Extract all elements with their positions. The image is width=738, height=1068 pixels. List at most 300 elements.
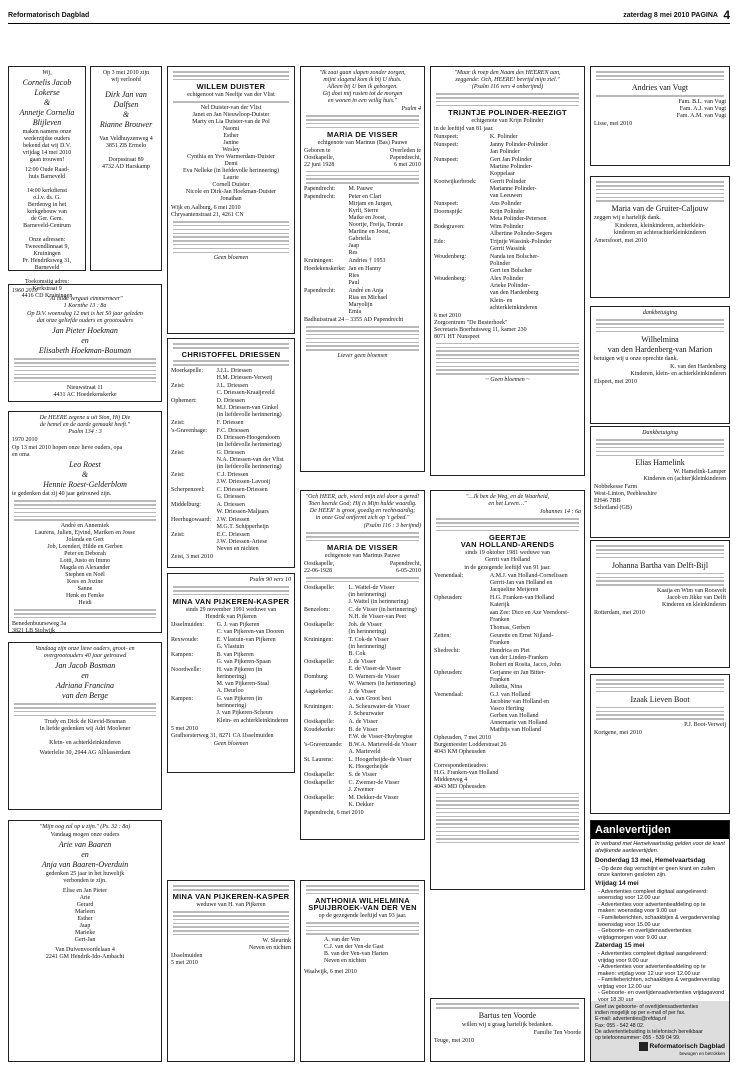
- family-row: [304, 622, 421, 636]
- ad-line: echtgenote van Marinus (Bas) Pauwe: [317, 139, 408, 146]
- deceased-name: Maria van de Gruiter-Caljouw: [611, 204, 709, 214]
- ad-line: echtgenote van Krijn Polinder: [471, 117, 544, 124]
- thanks-van-delft: [590, 540, 730, 668]
- family-place: Nunspeet:: [434, 156, 459, 163]
- deceased-name: WILLEM DUISTER: [196, 81, 266, 91]
- ad-date: Rotterdam, mei 2010: [594, 610, 645, 617]
- family-names: H. van Pijkeren (in herinnering) M. van Pijkeren-Staal A. Deurloo: [216, 666, 270, 694]
- deceased-name: Izaak Lieven Boot: [630, 694, 690, 704]
- family-names: Hendrica en Piet van der Linden-Franken Robert en Rosita, Jacco, John: [489, 647, 561, 668]
- family-names: K. Polinder: [489, 133, 518, 140]
- ad-text-filler: [434, 93, 581, 106]
- family-row: [171, 502, 291, 516]
- family-row: [304, 659, 421, 673]
- family-place: 's-Gravenzande:: [304, 741, 343, 748]
- family-row: [434, 179, 581, 200]
- family-names: C. Zwemer-de Visser J. Zwemer: [348, 779, 400, 793]
- family-row: [171, 383, 291, 397]
- obituary-van-holland: [430, 490, 585, 890]
- ad-address: 6 mei 2010 Zorgcentrum "De Busterhoek" Secretaris Boerhuisweg 11, kamer 230 8071 HT Nunspeet: [434, 312, 527, 340]
- ad-address: 5 mei 2010 Grafhorsterweg 31, 8271 CA IJsselmuiden: [171, 725, 274, 739]
- ad-text-filler: [594, 71, 726, 80]
- family-list: Kinderen, kleinkinderen, achterklein- kinderen en achterachterkleinkinderen: [614, 223, 706, 237]
- deceased-name: MARIA DE VISSER: [327, 129, 398, 139]
- ad-sign: Geen bloemen: [213, 255, 249, 262]
- family-row: [171, 667, 291, 695]
- family-place: Oostkapelle:: [304, 771, 335, 778]
- family-names: Janny Polinder-Polinder Jan Polinder: [489, 141, 548, 155]
- family-place: Oostkapelle:: [304, 794, 335, 801]
- family-names: M. Pauwe: [348, 186, 373, 193]
- ad-line: op de gezegende leeftijd van 93 jaar.: [318, 912, 407, 919]
- ad-sign: ~ Geen bloemen ~: [485, 376, 530, 383]
- ad-date: Zeist, 3 mei 2010: [171, 553, 213, 560]
- ad-text-filler: [594, 707, 726, 720]
- couple-names: Leo Roest & Hennie Roest-Gelderblom: [43, 460, 127, 489]
- newspaper-logo: [639, 1042, 726, 1057]
- family-names: André en Anja Rias en Michael Maryolijn Emia: [348, 288, 388, 316]
- ad-text-filler: [12, 500, 158, 520]
- family-row: [434, 595, 581, 609]
- family-place: Papendrecht:: [304, 194, 336, 201]
- family-row: [434, 201, 581, 208]
- ad-line: sinds 19 oktober 1981 weduwe van Gerrit van Holland: [465, 549, 550, 563]
- logo-mark-icon: [639, 1042, 648, 1051]
- anniversary-ad-hoekman: [8, 284, 162, 402]
- couple-names: Jan Pieter Hoekman en Elisabeth Hoekman-Bouman: [38, 326, 132, 355]
- family-names: B.W.A. Marteveld-de Visser A. Marteveld: [348, 741, 417, 755]
- family-row: [171, 428, 291, 449]
- family-row: [304, 727, 421, 741]
- family-list: K. van den Hardenberg Kinderen, klein- en achterkleinkinderen: [630, 363, 726, 377]
- family-row: [434, 209, 581, 223]
- family-place: Heerhugowaard:: [171, 516, 211, 523]
- family-names: J.J.L. Driessen H.M. Driessen-Verweij: [216, 367, 273, 381]
- page-header: [8, 10, 730, 22]
- ad-text-filler: [594, 181, 726, 201]
- family-names: A. Scheurwater-de Visser J. Scheurwater: [348, 703, 410, 717]
- logo-text: Reformatorisch Dagblad: [649, 1043, 725, 1051]
- ad-text-filler: [434, 518, 581, 531]
- family-names: Klein- en achterkleinkinderen: [489, 297, 538, 311]
- family-place: [171, 718, 217, 725]
- family-row: [434, 134, 581, 141]
- ad-line: Op D.V. woensdag 12 mei is het 50 jaar geleden dat onze geliefde ouders en grootouders: [27, 311, 143, 324]
- family-place: Zeist:: [171, 382, 185, 389]
- ad-body: maken namens onze wederzijdse ouders bekend dat wij D.V. vrijdag 14 mei 2010 gaan trouwen!: [22, 129, 72, 163]
- family-names: J.L. Driessen C. Driessen-Kraaijeveld: [216, 382, 275, 396]
- aanlevertijden-subtitle: In verband met Hemelvaartsdag gelden voor de krant afwijkende aanlevertijden.: [595, 841, 725, 854]
- family-names: A. de Visser: [348, 718, 378, 725]
- family-list: Trudy en Dick de Kievid-Bosman In liefde gedenken wij Adri Moolener Klein- en achterkleinkinderen: [39, 718, 131, 746]
- family-row: [304, 704, 421, 718]
- ad-quote: Psalm 90 vers 10: [249, 577, 291, 583]
- family-row: [304, 742, 421, 756]
- ad-line: zeggen wij u hartelijk dank.: [594, 215, 661, 222]
- family-place: Woudenberg:: [434, 275, 467, 282]
- family-row: [434, 298, 581, 312]
- deceased-name: GEERTJE VAN HOLLAND-ARENDS: [460, 532, 555, 549]
- family-names: Klein- en achterkleinkinderen: [216, 717, 289, 724]
- deceased-name: Elias Hamelink: [635, 458, 685, 468]
- family-place: Papendrecht:: [304, 288, 336, 295]
- ad-address: Badhuisstraat 24 – 3355 AD Papendrecht: [304, 317, 404, 324]
- ad-date: Papendrecht, 6 mei 2010: [304, 809, 364, 816]
- family-place: Aagtekerke:: [304, 688, 334, 695]
- ad-text-filler: [594, 545, 726, 558]
- family-names: Gerrit Polinder Marianne Polinder- van Leeuwen: [489, 178, 537, 199]
- family-row: [171, 398, 291, 419]
- family-names: Wim Polinder Albertine Polinder-Segers: [489, 223, 553, 237]
- family-names: E. Vlastuin-van Pijkeren G. Vlastuin: [216, 636, 276, 650]
- ad-after: te gedenken dat zij 40 jaar getrouwd zijn.: [12, 491, 112, 497]
- family-names: Trijntje Wassink-Polinder Gerrit Wassink: [489, 238, 552, 252]
- obituary-duister: [167, 66, 295, 334]
- ad-years: 1970 2010: [12, 437, 38, 443]
- ad-quote: "Och HEER, ach, wierd mijn ziel door u gered! Toen heerde God; Hij is Mijn hulde waardig. De HEER' is groot, goedig en rechtvaardig; in onze God ontfermt zich op 't gebed.": [305, 494, 420, 521]
- family-names: M. Dekker-de Visser K. Dekker: [348, 794, 399, 808]
- obituary-de-visser-2: [300, 490, 425, 840]
- ad-text-filler: [594, 319, 726, 332]
- ad-address: Van Veldhuyzenweg 4 3851 ZB Ermelo Dorpsstraat 89 4732 AD Harskamp: [99, 136, 153, 170]
- family-place: Opheusden:: [434, 594, 463, 601]
- family-list: A. van der Ven C.J. van der Ven-de Gast B. van der Ven-van Harten Neven en nichten: [324, 937, 389, 965]
- family-row: [434, 625, 581, 632]
- ad-text-filler: [12, 609, 158, 618]
- family-names: B. de Visser F.W. de Visser-Huybregtse: [348, 726, 413, 740]
- deceased-name: MINA VAN PIJKEREN-KASPER: [172, 596, 290, 606]
- family-place: Nunspeet:: [434, 141, 459, 148]
- family-row: [304, 689, 421, 703]
- ad-text-filler: [594, 439, 726, 456]
- family-row: [304, 780, 421, 794]
- family-row: [434, 224, 581, 238]
- family-list: [434, 134, 581, 312]
- thanks-boot: [590, 674, 730, 814]
- ad-sign: W. Sleurink Neven en nichten: [249, 937, 291, 951]
- family-place: Hoedekenskerke:: [304, 266, 346, 273]
- family-names: C. Driessen-Driessen G. Driessen: [216, 486, 268, 500]
- born: Oostkapelle, 22-06-1928: [304, 560, 335, 574]
- family-place: IJsselmuiden:: [171, 621, 204, 628]
- family-names: Krijn Polinder Meta Polinder-Peterson: [489, 208, 547, 222]
- family-list: Nel Duister-van der Vlist Janet en Jan Nieuwloop-Duister Marty en Lia Duister-van de Pol Naomi Esther Janine Wesley Cynthia en Yvo Warmerdam-Duister Demi Eva Nelleke (in liefdevolle herinnering) Laurie Cornell Duister Nicole en Dirk-Jan Hoekman-Duister Jonathan: [183, 104, 279, 202]
- family-row: [171, 696, 291, 717]
- family-place: Oostkapelle:: [304, 779, 335, 786]
- ad-line: willen wij u graag hartelijk bedanken.: [462, 1021, 553, 1028]
- family-row: [304, 772, 421, 779]
- ad-intro: Wij,: [42, 70, 52, 76]
- family-row: [171, 532, 291, 553]
- ad-text-filler: [171, 343, 291, 348]
- family-place: Rexwoude:: [171, 636, 199, 643]
- family-place: Benzelom:: [304, 606, 330, 613]
- family-place: Ede:: [434, 238, 445, 245]
- family-row: [304, 186, 421, 193]
- family-names: Gert Jan Polinder Martine Polinder- Koppelaar: [489, 156, 533, 177]
- deceased-name: MARIA DE VISSER: [327, 542, 398, 552]
- family-list: Kaaija en Wim van Roosvelt Jacob en Jikke van Delft Kinderen en kleinkinderen: [657, 588, 726, 609]
- family-names: S. de Visser: [348, 771, 377, 778]
- anniversary-ad-van-baaren: [8, 820, 162, 1062]
- family-place: 's-Gravenhage:: [171, 427, 208, 434]
- family-row: [434, 633, 581, 647]
- family-row: [434, 573, 581, 594]
- page-number: 4: [723, 8, 730, 22]
- family-place: Noordwelle:: [171, 666, 201, 673]
- family-row: [304, 607, 421, 621]
- family-names: E.C. Driessen J.W. Driessen-Ariese Neven en nichten: [216, 531, 268, 552]
- day-heading: Donderdag 13 mei, Hemelvaartsdag: [595, 857, 706, 865]
- logo-tagline: bewogen en betrokken: [679, 1050, 725, 1056]
- family-row: [171, 622, 291, 636]
- obituary-driessen: [167, 338, 295, 568]
- ad-ref: Johannes 14 : 6a: [539, 509, 581, 515]
- family-names: C.J. Driessen J.W. Driessen-Lavooij: [216, 471, 271, 485]
- ad-line: Op 13 mei 2010 hopen onze lieve ouders, opa en oma: [12, 445, 123, 458]
- ad-address: Van Duivenvoordelaan 4 2241 GM Hendrik-Ido-Ambacht: [45, 947, 125, 960]
- ad-address: Opheusden, 7 mei 2010 Burgemeester Lodderstraat 26 4043 KM Opheusden Correspondentieadres: H.G. Franken-van Holland Middenweg 4 4043 MD Opheusden: [434, 734, 507, 790]
- family-place: Veenendaal:: [434, 572, 464, 579]
- ad-text-filler: [304, 326, 421, 350]
- family-row: [434, 157, 581, 178]
- day-heading: Zaterdag 15 mei: [595, 942, 645, 950]
- ad-text-filler: [594, 573, 726, 586]
- ad-line: Vandaag mogen onze ouders: [50, 832, 120, 838]
- ad-text-filler: [304, 532, 421, 541]
- deceased-name: CHRISTOFFEL DRIESSEN: [181, 349, 281, 359]
- couple-names: Cornelis Jacob Lokerse & Annetje Cornelia Blijleven: [19, 78, 75, 127]
- ad-address: Waterlelie 30, 2944 AG Alblasserdam: [39, 749, 131, 756]
- newspaper-name: Reformatorisch Dagblad: [8, 12, 90, 19]
- family-place: Oostkapelle:: [304, 621, 335, 628]
- family-place: Zeist:: [171, 419, 185, 426]
- ad-date: Elspeet, mei 2010: [594, 378, 638, 385]
- ad-text-filler: [594, 95, 726, 96]
- ad-date: Amersfoort, mei 2010: [594, 238, 648, 245]
- ad-text-filler: [434, 343, 581, 375]
- family-names: G. van Pijkeren (in herinnering) J. van Pijkeren-Scheurs: [216, 695, 274, 716]
- family-row: [434, 648, 581, 669]
- family-row: [434, 692, 581, 734]
- family-list: André en Annemiek Laurens, Julien, Ejvind, Mariken en Josse Jolanda en Gert Job, Leendert, Hilde en Gerben Peter en Deborah Lotti, Justo en Immo Magda en Alexander Stephen en Noël Kees en Jozine Sanne Henk en Femke Heidi: [34, 523, 136, 607]
- couple-names: Dirk Jan van Dalfsen & Rianne Brouwer: [99, 90, 153, 129]
- family-names: Thomas, Gerben: [489, 624, 530, 631]
- family-place: Moerkapelle:: [171, 367, 203, 374]
- family-row: [304, 194, 421, 257]
- family-list: [304, 186, 421, 316]
- thanks-van-vugt: [590, 66, 730, 166]
- family-list: Elise en Jan Pieter Arie Gerard Marleen Esther Jaap Marieke Gert-Jan: [62, 888, 108, 943]
- ad-text-filler: [594, 679, 726, 692]
- ad-text-filler: [304, 115, 421, 128]
- ad-age: in de gezegende leeftijd van 91 jaar.: [464, 564, 551, 571]
- family-names: T. Cok-de Visser (in herinnering) B. Cok: [348, 636, 389, 657]
- family-row: [304, 757, 421, 771]
- family-list: Fam. B.L. van Vugt Fam. A.J. van Vugt Fam. A.M. van Vugt: [676, 98, 726, 119]
- family-place: Kampen:: [171, 695, 193, 702]
- thanks-van-de-gruiter: [590, 176, 730, 298]
- family-place: Oostkapelle:: [304, 718, 335, 725]
- ad-text-filler: [434, 1003, 581, 1008]
- family-row: [434, 276, 581, 297]
- ad-text-filler: [171, 911, 291, 935]
- ad-line: Vandaag zijn onze lieve ouders, groot- en overgrootouders 40 jaar getrouwd: [35, 646, 135, 659]
- family-names: D. Driessen M.J. Driessen-van Ginkel (in liefdevolle herinnering): [216, 397, 282, 418]
- ad-quote: "Maar ik roep den Naam des HEEREN aan, zeggende: Och, HEERE! bevrijd mijn ziel." (Psalm 116 vers 4 onberijmd): [454, 70, 561, 90]
- ad-date: Lisse, mei 2010: [594, 120, 633, 127]
- anniversary-ad-roest: [8, 411, 162, 633]
- ad-place: Wijk en Aalburg, 6 mei 2010 Chrysantenstraat 21, 4261 CN: [171, 204, 244, 218]
- aanlevertijden-box: [590, 820, 730, 1062]
- deceased-name: Johanna Bartha van Delft-Bijl: [611, 560, 709, 570]
- ad-caption: Dankbetuiging: [642, 430, 678, 436]
- family-place: Middelburg:: [171, 501, 201, 508]
- family-names: G. Driessen N.A. Driessen-van der Vlist (in liefdevolle herinnering): [216, 449, 284, 470]
- family-list: [171, 622, 291, 725]
- family-names: J. de Visser A. van Groot best: [348, 688, 392, 702]
- died: Overleden te Papendrecht, 6 mei 2010: [389, 147, 421, 168]
- family-names: Nanda ten Bolscher- Polinder Gert ten Bolscher: [489, 253, 540, 274]
- family-place: Oostkapelle:: [304, 584, 335, 591]
- ad-text-filler: [171, 586, 291, 595]
- day-rules: - Advertenties compleet digitaal aangeleverd: vrijdag voor 9.00 uur - Advertenties voor advertentieafdeling op te maken: vrijdag voor 12 uur voor 12.00 uur - Familieberichten, schaakbijes & vergaderverslag vrijdag voor 12.00 uur - Geboorte- en overlijdensadvertenties vrijdagavond: [598, 950, 725, 997]
- ad-line: sinds 29 november 1991 weduwe van Hendrik van Pijkeren: [185, 606, 277, 620]
- family-place: Papendrecht:: [304, 186, 336, 193]
- issue-date: zaterdag 8 mei 2010 PAGINA: [623, 12, 718, 19]
- family-place: Zetten:: [434, 632, 451, 639]
- ad-text-filler: [304, 577, 421, 582]
- family-names: C. de Visser (in herinnering) N.H. de Visser-van Peet: [348, 606, 417, 620]
- family-place: Sliedrecht:: [434, 647, 460, 654]
- family-names: D. Warners-de Visser W. Warners (in herinnering): [348, 673, 416, 687]
- family-place: [434, 625, 490, 632]
- ad-quote: "Al hilde vergaat eimmermeer" 1 Kornthe 13 : 8a: [47, 296, 123, 309]
- family-row: [171, 368, 291, 382]
- family-row: [304, 288, 421, 316]
- family-row: [304, 795, 421, 809]
- ad-years: [12, 288, 158, 295]
- family-row: [304, 719, 421, 726]
- family-row: [434, 239, 581, 253]
- family-list: [171, 368, 291, 553]
- ad-ref: (Psalm 116 : 3 berijmd): [363, 523, 421, 529]
- obituary-de-visser-1: [300, 66, 425, 472]
- years: 1960 2010: [12, 288, 38, 294]
- family-names: Ans Polinder: [489, 200, 522, 207]
- family-place: Zeist:: [171, 531, 185, 538]
- family-place: Kootwijkerbroek:: [434, 178, 477, 185]
- family-place: Veenendaal:: [434, 691, 464, 698]
- day-rules: - Advertenties compleet digitaal aangeleverd: woensdag voor 12.00 uur - Advertenties voor advertentieafdeling op te maken: woensdag voor 9.00 uur - Familieberichten, schaakbijes & vergaderverslag woensdag voor 15.00 uur - Geboorte- en overlijdensadvertenties vrijdagmorgen voor 9.00 uur: [598, 888, 720, 941]
- ad-text-filler: [171, 885, 291, 890]
- day-heading: Vrijdag 14 mei: [595, 879, 639, 887]
- family-place: Bodegraven:: [434, 223, 465, 230]
- ad-line: echtgenote van Marinus Pauwe: [324, 552, 401, 559]
- ad-intro: Op 3 mei 2010 zijn wij verloofd: [102, 70, 150, 83]
- family-names: A.M.J. van Holland-Cornelissen Gerrit-Jan van Holland en Jacqueline Meijeren: [489, 572, 568, 593]
- family-names: L. Hoogerheijde-de Visser K. Hoogerheijde: [348, 756, 412, 770]
- family-row: [171, 637, 291, 651]
- ad-text-filler: [304, 171, 421, 184]
- ad-sign: Liever geen bloemen: [337, 352, 388, 359]
- family-names: Andries † 1953: [348, 258, 386, 265]
- ad-line: betuigen wij u onze oprechte dank.: [594, 355, 678, 362]
- family-row: [304, 266, 421, 287]
- deceased-name: Andries van Vugt: [631, 82, 689, 92]
- family-row: [171, 450, 291, 471]
- engagement-ad-dalfsen: [90, 66, 162, 271]
- deceased-name: MINA VAN PIJKEREN-KASPER: [172, 891, 290, 901]
- dates-row: [304, 561, 421, 575]
- thanks-van-den-hardenberg: [590, 306, 730, 424]
- family-names: B. van Pijkeren G. van Pijkeren-Spaan: [216, 651, 271, 665]
- ad-text-filler: [171, 360, 291, 365]
- family-names: L. Wattel-de Visser (in herinnering) J. Wattel (in herinnering): [348, 584, 409, 605]
- family-row: [434, 254, 581, 275]
- family-row: [434, 670, 581, 691]
- ad-date: Teuge, mei 2010: [434, 1037, 475, 1044]
- family-place: Koudekerke:: [304, 726, 335, 733]
- family-names: Jan en Hanny Ries Paul: [348, 266, 382, 287]
- family-row: [171, 420, 291, 427]
- family-row: [304, 674, 421, 688]
- family-names: Gerjanne en Jan Bitter- Franken Julietta, Nina: [489, 669, 546, 690]
- family-names: F.C. Driessen D. Driessen-Hoogendoorn (in liefdevolle herinnering): [216, 427, 282, 448]
- died: Papendrecht, 6-05-2010: [389, 560, 421, 574]
- header-rule: [8, 23, 730, 24]
- ad-ref: Psalm 4: [401, 106, 421, 112]
- family-place: Oostkapelle:: [304, 658, 335, 665]
- family-place: Domburg:: [304, 673, 329, 680]
- family-place: Nunspeet:: [434, 200, 459, 207]
- family-place: Scherpenzeel:: [171, 486, 205, 493]
- family-list: W. Hamelink-Lamper Kinderen en (achter)kleinkinderen: [643, 469, 726, 483]
- day-rules: - Op deze dag verschijnt er geen krant en zullen onze kantoren gesloten zijn.: [598, 865, 716, 879]
- ad-details: 12:00 Oude Raad- huis Barneveld 14:00 kerkdienst o.l.v. ds. G. Berdenvg in het kerkgebouw van de Ger. Gem. Barneveld-Centrum Onze adressen: Tweeendlinnaat 9, Kruiningen Pr. Hendriksweg 31, Barneveld Toekomstig adres: Kerkstraat 9 4416 CD Kruiningen: [21, 167, 73, 299]
- deceased-name: TRIJNTJE POLINDER-REEZIGT: [448, 107, 567, 117]
- family-row: [304, 637, 421, 658]
- dates-row: [304, 148, 421, 169]
- contact-text: Geef uw geboorte- of overlijdensadvertenties indien mogelijk op per e-mail of per fax. E-mail: advertenties@refdag.nl Fax: 055 - 542 48 02. De advertentiebuiding is telefonisch bereikbaar op telefoonnummer: 055 - 539 04 99.: [595, 1004, 703, 1042]
- family-place: Kampen:: [171, 651, 193, 658]
- ad-line: echtgenoot van Neeltje van der Vlist: [187, 91, 275, 98]
- ad-address: Nieuwstraat 11 4431 AC Hoedekenskerke: [53, 384, 117, 398]
- family-names: H.G. Franken-van Holland Katerijk: [489, 594, 555, 608]
- family-row: [171, 517, 291, 531]
- ad-quote: De HEERE zegene u uit Sion, Hij Die de hemel en de aarde gemaakt heeft." Psalm 134 : 3: [39, 415, 131, 435]
- family-row: [304, 258, 421, 265]
- family-place: Kruiningen:: [304, 636, 333, 643]
- family-names: G.J. van Holland Jacobine van Holland en Vasco Herting Gerben van Holland Annemarie van Holland Matthijs van Holland: [489, 691, 550, 733]
- family-names: Alex Polinder Arieke Polinder- van den Hardenberg: [489, 275, 539, 296]
- ad-text-filler: [12, 358, 158, 382]
- family-row: [434, 610, 581, 624]
- family-place: Opheusden:: [434, 669, 463, 676]
- ad-text-filler: [171, 101, 291, 102]
- family-names: A. Driessen W. Driessen-Maljaars: [216, 501, 269, 515]
- thanks-ten-voorde: [430, 998, 585, 1062]
- family-list: [434, 573, 581, 734]
- contact-info: [591, 1001, 729, 1061]
- family-place: St. Laurens:: [304, 756, 333, 763]
- obituary-spuijbroek: [300, 880, 425, 1062]
- family-names: aan Zee: Dico en Aze Veendorst- Franken: [489, 609, 569, 623]
- ad-date: Kortgene, mei 2010: [594, 730, 642, 737]
- ad-quote: "…Ik ben de Weg, en de Waarheid, en het Leven…": [465, 494, 550, 507]
- ad-text-filler: [304, 922, 421, 935]
- family-names: G. J. van Pijkeren C. van Pijkeren-van Dooren: [216, 621, 284, 635]
